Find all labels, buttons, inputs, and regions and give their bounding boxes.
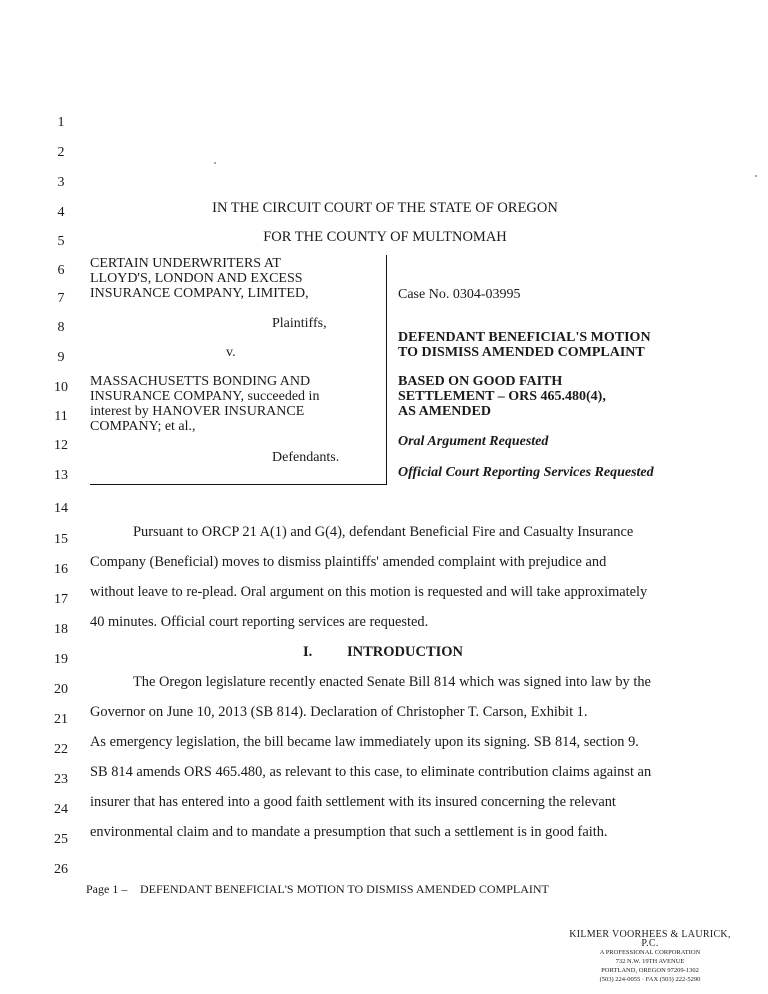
line-number: 18 <box>54 622 68 637</box>
plaintiff-line: LLOYD'S, LONDON AND EXCESS <box>90 271 303 286</box>
defendant-line: INSURANCE COMPANY, succeeded in <box>90 389 320 404</box>
line-number: 23 <box>54 772 68 787</box>
line-number: 2 <box>57 145 65 160</box>
line-number: 1 <box>57 115 65 130</box>
section-title: INTRODUCTION <box>347 644 464 660</box>
firm-line: (503) 224-0055 · FAX (503) 222-5290 <box>599 976 701 983</box>
body-line: 40 minutes. Official court reporting services are requested. <box>90 614 429 630</box>
line-number: 8 <box>57 320 65 335</box>
motion-title-line: SETTLEMENT – ORS 465.480(4), <box>398 389 606 404</box>
motion-title-line: AS AMENDED <box>398 404 491 419</box>
caption-divider-horizontal <box>90 484 387 485</box>
line-number: 26 <box>54 862 68 877</box>
line-number: 4 <box>57 205 65 220</box>
defendant-line: COMPANY; et al., <box>90 419 196 434</box>
line-number: 13 <box>54 468 68 483</box>
motion-title-cont <box>398 374 606 419</box>
court-reporting-requested: Official Court Reporting Services Requested <box>398 465 654 480</box>
line-number: 3 <box>57 175 65 190</box>
body-line: insurer that has entered into a good faith settlement with its insured concerning the relevant <box>90 794 616 810</box>
plaintiff-line: INSURANCE COMPANY, LIMITED, <box>90 286 309 301</box>
defendants-label: Defendants. <box>272 450 340 465</box>
line-number: 15 <box>54 532 68 547</box>
body-line: The Oregon legislature recently enacted Senate Bill 814 which was signed into law by the <box>133 674 651 690</box>
body-line: As emergency legislation, the bill became law immediately upon its signing. SB 814, section 9. <box>90 734 639 750</box>
scan-speck <box>214 162 216 164</box>
plaintiff-name <box>90 256 309 301</box>
footer-title: DEFENDANT BENEFICIAL'S MOTION TO DISMISS AMENDED COMPLAINT <box>140 882 549 896</box>
line-number: 9 <box>57 350 65 365</box>
line-number: 22 <box>54 742 68 757</box>
line-number: 6 <box>57 263 65 278</box>
defendant-line: interest by HANOVER INSURANCE <box>90 404 305 419</box>
line-number: 12 <box>54 438 68 453</box>
body-line: without leave to re-plead. Oral argument on this motion is requested and will take approximately <box>90 584 648 600</box>
line-number: 24 <box>54 802 68 817</box>
law-firm-block <box>560 930 740 984</box>
body-line: Governor on June 10, 2013 (SB 814). Declaration of Christopher T. Carson, Exhibit 1. <box>90 704 588 720</box>
case-number: Case No. 0304-03995 <box>398 287 521 302</box>
line-number: 19 <box>54 652 68 667</box>
line-number: 14 <box>54 501 68 516</box>
line-number: 16 <box>54 562 68 577</box>
firm-line: 732 N.W. 19TH AVENUE <box>615 958 685 965</box>
line-number: 17 <box>54 592 68 607</box>
plaintiff-line: CERTAIN UNDERWRITERS AT <box>90 256 281 271</box>
body-line: SB 814 amends ORS 465.480, as relevant to this case, to eliminate contribution claims against an <box>90 764 652 780</box>
line-number: 21 <box>54 712 68 727</box>
oral-argument-requested: Oral Argument Requested <box>398 434 549 449</box>
body-line: Pursuant to ORCP 21 A(1) and G(4), defendant Beneficial Fire and Casualty Insurance <box>133 524 634 540</box>
plaintiffs-label: Plaintiffs, <box>272 316 327 331</box>
firm-line: A PROFESSIONAL CORPORATION <box>599 949 701 956</box>
motion-title-line: DEFENDANT BENEFICIAL'S MOTION <box>398 330 651 345</box>
body-line: environmental claim and to mandate a presumption that such a settlement is in good faith. <box>90 824 608 840</box>
firm-name: KILMER VOORHEES & LAURICK, P.C. <box>569 929 731 949</box>
defendant-name <box>90 374 319 434</box>
motion-title <box>398 330 651 360</box>
section-number: I. <box>303 644 313 660</box>
versus: v. <box>226 345 236 360</box>
page-label: Page 1 – <box>86 882 128 896</box>
line-number: 25 <box>54 832 68 847</box>
caption-divider-vertical <box>386 255 387 484</box>
defendant-line: MASSACHUSETTS BONDING AND <box>90 374 311 389</box>
county-name: FOR THE COUNTY OF MULTNOMAH <box>263 229 507 245</box>
firm-line: PORTLAND, OREGON 97209-1302 <box>601 967 699 974</box>
motion-title-line: TO DISMISS AMENDED COMPLAINT <box>398 345 645 360</box>
scan-speck <box>755 175 757 177</box>
line-number: 5 <box>57 234 65 249</box>
line-number: 20 <box>54 682 68 697</box>
court-name: IN THE CIRCUIT COURT OF THE STATE OF OREGON <box>212 200 558 216</box>
line-number: 10 <box>54 380 68 395</box>
body-line: Company (Beneficial) moves to dismiss plaintiffs' amended complaint with prejudice and <box>90 554 607 570</box>
motion-title-line: BASED ON GOOD FAITH <box>398 374 563 389</box>
line-number: 7 <box>57 291 65 306</box>
line-number: 11 <box>54 409 68 424</box>
